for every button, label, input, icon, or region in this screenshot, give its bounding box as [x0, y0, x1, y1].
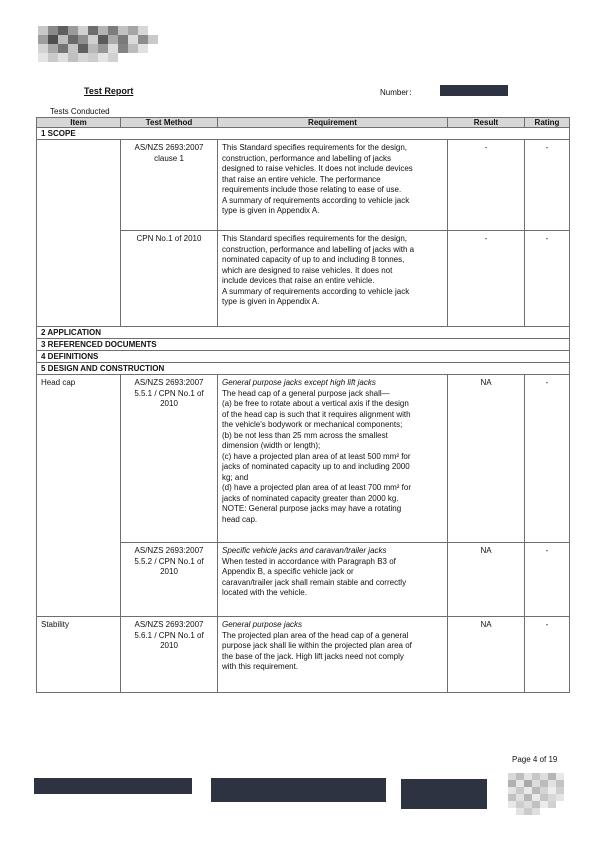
rating-cell: -: [525, 375, 570, 543]
requirement-line: A summary of requirements according to vehicle jack: [222, 195, 410, 205]
rating-cell: -: [525, 543, 570, 617]
requirement-line: head cap.: [222, 514, 258, 524]
requirement-line: which are designed to raise vehicles. It does not: [222, 265, 393, 275]
table-header-row: [37, 118, 570, 128]
requirement-line: NOTE: General purpose jacks may have a rotating: [222, 504, 402, 513]
requirement-line: dimension (width or length);: [222, 441, 321, 450]
requirement-line: with this requirement.: [222, 662, 299, 671]
requirement-line: jacks of nominated capacity up to and including 2000: [222, 462, 410, 471]
test-results-table: [36, 117, 570, 693]
section-title-design-construction: 5 DESIGN AND CONSTRUCTION: [37, 363, 570, 375]
section-row-application: [37, 327, 570, 339]
section-title-application: 2 APPLICATION: [37, 327, 570, 339]
requirement-line: the vehicle's bodywork or mechanical components;: [222, 420, 403, 429]
report-title: Test Report: [84, 86, 134, 96]
requirement-line: nominated capacity of up to and including 8 tonnes,: [222, 255, 405, 264]
result-cell: NA: [448, 617, 525, 693]
requirement-line: (d) have a projected plan area of at least 700 mm² for: [222, 483, 411, 492]
section-row-referenced-documents: [37, 339, 570, 351]
requirement-line: (b) be not less than 25 mm across the smallest: [222, 430, 388, 440]
section-title-scope: 1 SCOPE: [37, 128, 570, 140]
report-number-label: Number：: [380, 88, 417, 97]
table-row: [37, 375, 570, 543]
column-header-result: Result: [448, 118, 525, 128]
requirement-line: construction, performance and labelling of jacks with a: [222, 244, 415, 254]
requirement-line: The head cap of a general purpose jack shall—: [222, 388, 390, 398]
requirement-cell: [218, 140, 448, 231]
section-title-referenced-documents: 3 REFERENCED DOCUMENTS: [37, 339, 570, 351]
requirement-heading: Specific vehicle jacks and caravan/trailer jacks: [222, 546, 387, 555]
company-logo: [38, 26, 158, 70]
requirement-line: jacks of nominated capacity greater than 2000 kg.: [222, 493, 399, 503]
test-method-cell: AS/NZS 2693:2007 5.5.2 / CPN No.1 of 2010: [121, 543, 218, 617]
requirement-line: requirements include those relating to ease of use.: [222, 185, 402, 194]
test-method-cell: AS/NZS 2693:2007 clause 1: [121, 140, 218, 231]
result-cell: -: [448, 140, 525, 231]
requirement-line: Appendix B, a specific vehicle jack or: [222, 567, 354, 576]
requirement-line: the base of the jack. High lift jacks need not comply: [222, 651, 404, 661]
item-cell-scope: [37, 140, 121, 327]
rating-cell: -: [525, 140, 570, 231]
requirement-line: kg; and: [222, 472, 249, 482]
requirement-line: type is given in Appendix A.: [222, 297, 320, 306]
rating-cell: -: [525, 617, 570, 693]
result-cell: -: [448, 231, 525, 327]
requirement-line: of the head cap is such that it requires alignment with: [222, 409, 411, 419]
requirement-line: This Standard specifies requirements for the design,: [222, 234, 407, 243]
test-method-cell: AS/NZS 2693:2007 5.6.1 / CPN No.1 of 2010: [121, 617, 218, 693]
column-header-item: Item: [37, 118, 121, 128]
item-cell-stability: Stability: [37, 617, 121, 693]
footer-redacted-block: [211, 778, 386, 802]
stamp-seal: [508, 773, 564, 815]
requirement-line: purpose jack shall lie within the projected plan area of: [222, 641, 412, 650]
page-number: Page 4 of 19: [512, 755, 558, 764]
requirement-line: When tested in accordance with Paragraph B3 of: [222, 556, 396, 566]
section-row-definitions: [37, 351, 570, 363]
requirement-cell: [218, 375, 448, 543]
requirement-line: A summary of requirements according to vehicle jack: [222, 286, 410, 296]
item-cell-head-cap: Head cap: [37, 375, 121, 617]
requirement-line: This Standard specifies requirements for the design,: [222, 143, 407, 152]
rating-cell: -: [525, 231, 570, 327]
requirement-line: (a) be free to rotate about a vertical axis if the design: [222, 399, 409, 408]
footer-redacted-block: [401, 779, 487, 809]
requirement-line: include devices that raise an entire vehicle.: [222, 276, 375, 285]
requirement-cell: [218, 617, 448, 693]
section-row-design-construction: [37, 363, 570, 375]
requirement-heading: General purpose jacks except high lift jacks: [222, 378, 376, 387]
requirement-line: type is given in Appendix A.: [222, 206, 320, 215]
table-row: [37, 617, 570, 693]
column-header-rating: Rating: [525, 118, 570, 128]
requirement-line: designed to raise vehicles. It does not include devices: [222, 164, 413, 173]
section-title-definitions: 4 DEFINITIONS: [37, 351, 570, 363]
column-header-requirement: Requirement: [218, 118, 448, 128]
requirement-line: (c) have a projected plan area of at least 500 mm² for: [222, 451, 411, 461]
report-number-redacted: [440, 85, 508, 96]
requirement-heading: General purpose jacks: [222, 620, 303, 629]
result-cell: NA: [448, 375, 525, 543]
requirement-line: located with the vehicle.: [222, 588, 307, 597]
footer-redacted-block: [34, 778, 192, 794]
requirement-line: that raise an entire vehicle. The performance: [222, 174, 381, 184]
requirement-cell: [218, 231, 448, 327]
tests-conducted-label: Tests Conducted: [50, 107, 110, 116]
table-row: [37, 140, 570, 231]
test-method-cell: CPN No.1 of 2010: [121, 231, 218, 327]
requirement-line: construction, performance and labelling of jacks: [222, 153, 391, 163]
requirement-cell: [218, 543, 448, 617]
column-header-test-method: Test Method: [121, 118, 218, 128]
result-cell: NA: [448, 543, 525, 617]
requirement-line: caravan/trailer jack shall remain stable and correctly: [222, 577, 407, 587]
test-method-cell: AS/NZS 2693:2007 5.5.1 / CPN No.1 of 2010: [121, 375, 218, 543]
requirement-line: The projected plan area of the head cap of a general: [222, 630, 409, 640]
section-row-scope: [37, 128, 570, 140]
